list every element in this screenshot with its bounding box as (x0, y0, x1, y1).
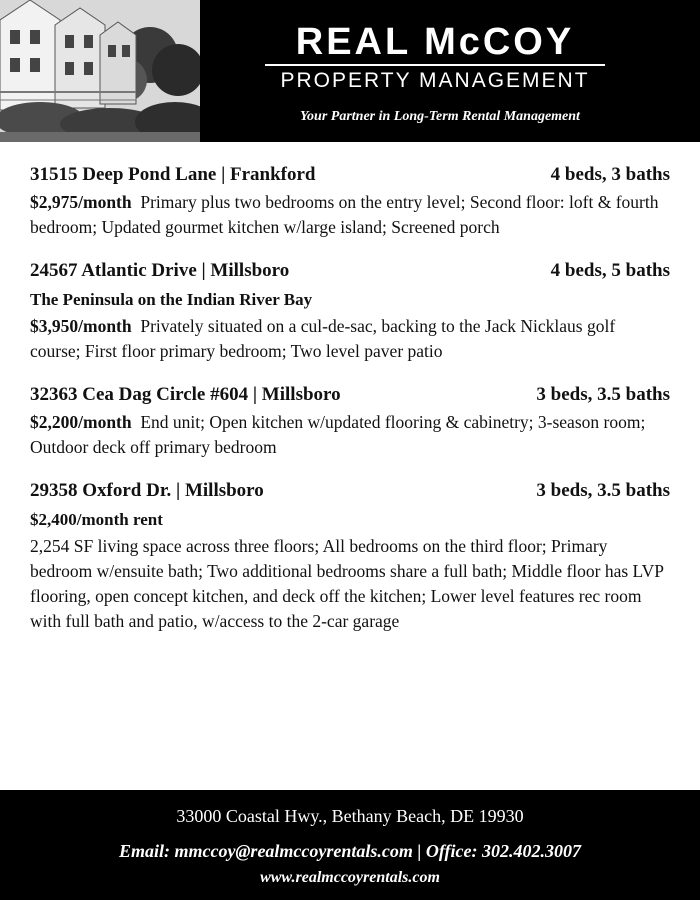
listing-price: $3,950/month (30, 316, 132, 336)
listing-beds-baths: 3 beds, 3.5 baths (536, 384, 670, 405)
listing-address: 24567 Atlantic Drive | Millsboro (30, 260, 290, 281)
brand-divider (265, 64, 605, 66)
listing-header (30, 476, 670, 506)
listing-beds-baths: 4 beds, 5 baths (550, 260, 670, 281)
footer-website: www.realmccoyrentals.com (260, 869, 440, 886)
listing-beds-baths: 3 beds, 3.5 baths (536, 480, 670, 501)
listing-details: End unit; Open kitchen w/updated flooring & cabinetry; 3-season room; Outdoor deck off primary bedroom (30, 412, 646, 457)
footer (0, 790, 700, 900)
listing-community: The Peninsula on the Indian River Bay (30, 290, 313, 309)
listing-item (30, 380, 670, 460)
listing-details: 2,254 SF living space across three floors; All bedrooms on the third floor; Primary bedroom w/ensuite bath; Two additional bedrooms share a full bath; Middle floor has LVP flooring, open concept kitchen, and deck off the kitchen; Lower level features rec room with full bath and patio, w/access to the 2-car garage (30, 536, 664, 631)
listing-beds-baths: 4 beds, 3 baths (550, 164, 670, 185)
footer-contact: Email: mmccoy@realmccoyrentals.com | Office: 302.402.3007 (118, 841, 581, 861)
listing-header (30, 380, 670, 410)
listing-item (30, 256, 670, 364)
listing-item (30, 476, 670, 634)
townhouse-photo (0, 0, 200, 142)
brand-logo (240, 22, 630, 93)
listing-item (30, 160, 670, 240)
listing-description (30, 190, 670, 240)
listing-details: Privately situated on a cul-de-sac, backing to the Jack Nicklaus golf course; First floor primary bedroom; Two level paver patio (30, 316, 616, 361)
listing-address: 29358 Oxford Dr. | Millsboro (30, 480, 264, 501)
brand-subtitle: PROPERTY MANAGEMENT (280, 69, 590, 92)
listing-address: 32363 Cea Dag Circle #604 | Millsboro (30, 384, 341, 405)
townhouse-illustration (0, 0, 200, 142)
listing-header (30, 256, 670, 286)
header-banner (0, 0, 700, 142)
listing-header (30, 160, 670, 190)
brand-name: REAL McCOY (295, 21, 575, 63)
listing-address: 31515 Deep Pond Lane | Frankford (30, 164, 316, 185)
listings (30, 160, 670, 650)
listing-description (30, 314, 670, 364)
footer-address: 33000 Coastal Hwy., Bethany Beach, DE 19930 (176, 806, 524, 826)
listing-description (30, 410, 670, 460)
listing-price: $2,975/month (30, 192, 132, 212)
listing-details: Primary plus two bedrooms on the entry level; Second floor: loft & fourth bedroom; Updated gourmet kitchen w/large island; Screened porch (30, 192, 659, 237)
listing-price: $2,200/month (30, 412, 132, 432)
listing-price: $2,400/month rent (30, 510, 163, 529)
tagline: Your Partner in Long-Term Rental Management (300, 109, 580, 124)
